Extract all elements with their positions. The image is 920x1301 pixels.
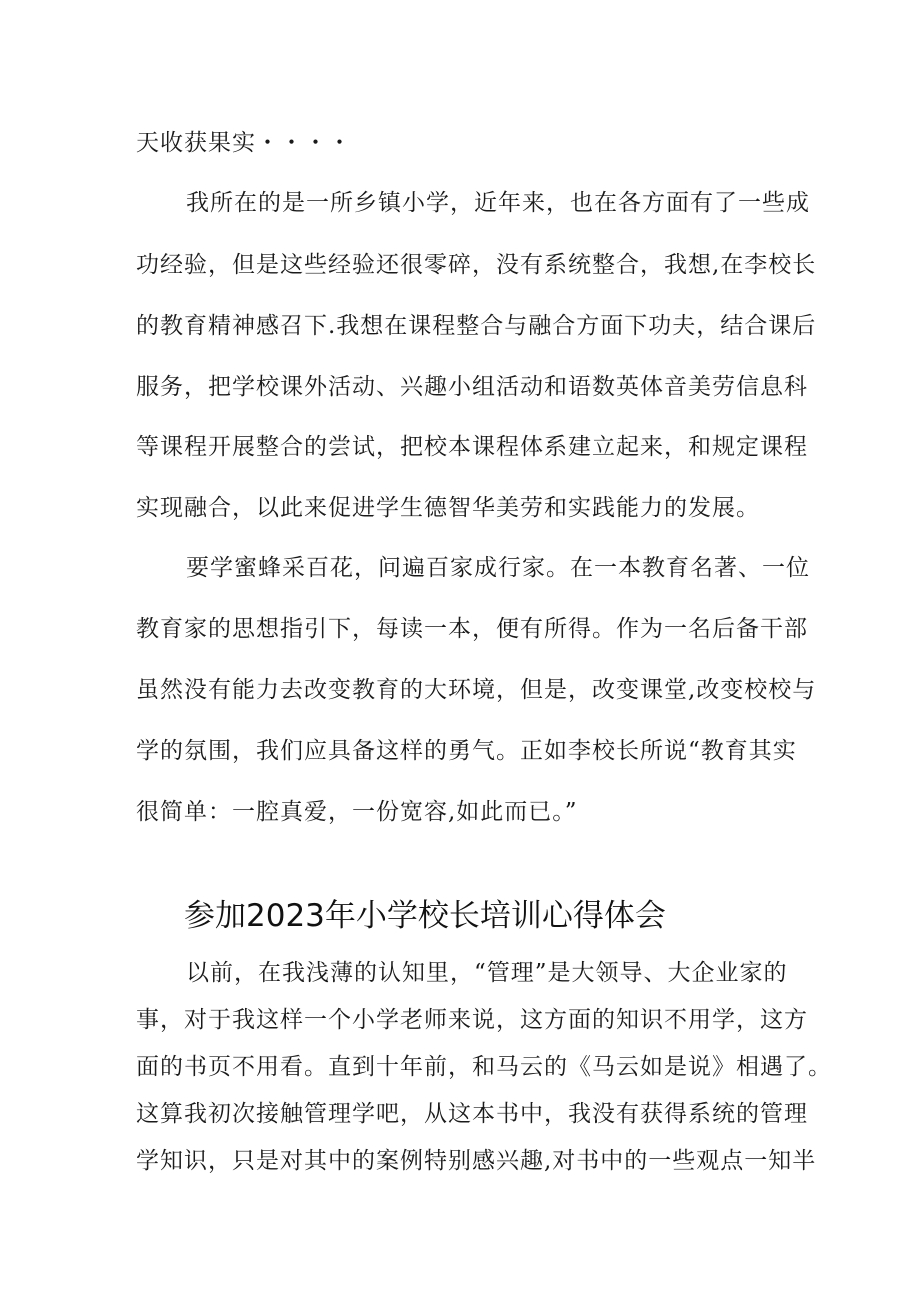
paragraph-start-line: 以前，在我浅薄的认知里，“管理”是大领导、大企业家的	[186, 960, 788, 986]
text-line: 的教育精神感召下.我想在课程整合与融合方面下功夫，结合课后	[136, 313, 817, 339]
paragraph-start-line: 我所在的是一所乡镇小学，近年来，也在各方面有了一些成	[186, 190, 810, 216]
text-line: 事，对于我这样一个小学老师来说，这方面的知识不用学，这方	[136, 1007, 808, 1033]
text-line: 学的氛围，我们应具备这样的勇气。正如李校长所说“教育其实	[136, 738, 797, 764]
paragraph-start-line: 要学蜜蜂采百花，问遍百家成行家。在一本教育名著、一位	[186, 555, 810, 581]
text-line: 学知识，只是对其中的案例特别感兴趣,对书中的一些观点一知半	[136, 1148, 817, 1174]
article-title: 参加2023年小学校长培训心得体会	[184, 898, 666, 934]
text-line: 面的书页不用看。直到十年前，和马云的《马云如是说》相遇了。	[136, 1054, 832, 1080]
text-line: 这算我初次接触管理学吧，从这本书中，我没有获得系统的管理	[136, 1101, 808, 1127]
text-line: 教育家的思想指引下，每读一本，便有所得。作为一名后备干部	[136, 616, 808, 642]
text-line: 等课程开展整合的尝试，把校本课程体系建立起来，和规定课程	[136, 434, 808, 460]
text-line: 天收获果实・・・・	[136, 130, 352, 156]
text-line: 服务，把学校课外活动、兴趣小组活动和语数英体音美劳信息科	[136, 374, 808, 400]
text-line: 虽然没有能力去改变教育的大环境，但是，改变课堂,改变校校与	[136, 677, 817, 703]
text-line: 功经验，但是这些经验还很零碎，没有系统整合，我想,在李校长	[136, 252, 817, 278]
text-line: 很简单：一腔真爱，一份宽容,如此而已。”	[136, 799, 578, 825]
text-line: 实现融合，以此来促进学生德智华美劳和实践能力的发展。	[136, 495, 760, 521]
